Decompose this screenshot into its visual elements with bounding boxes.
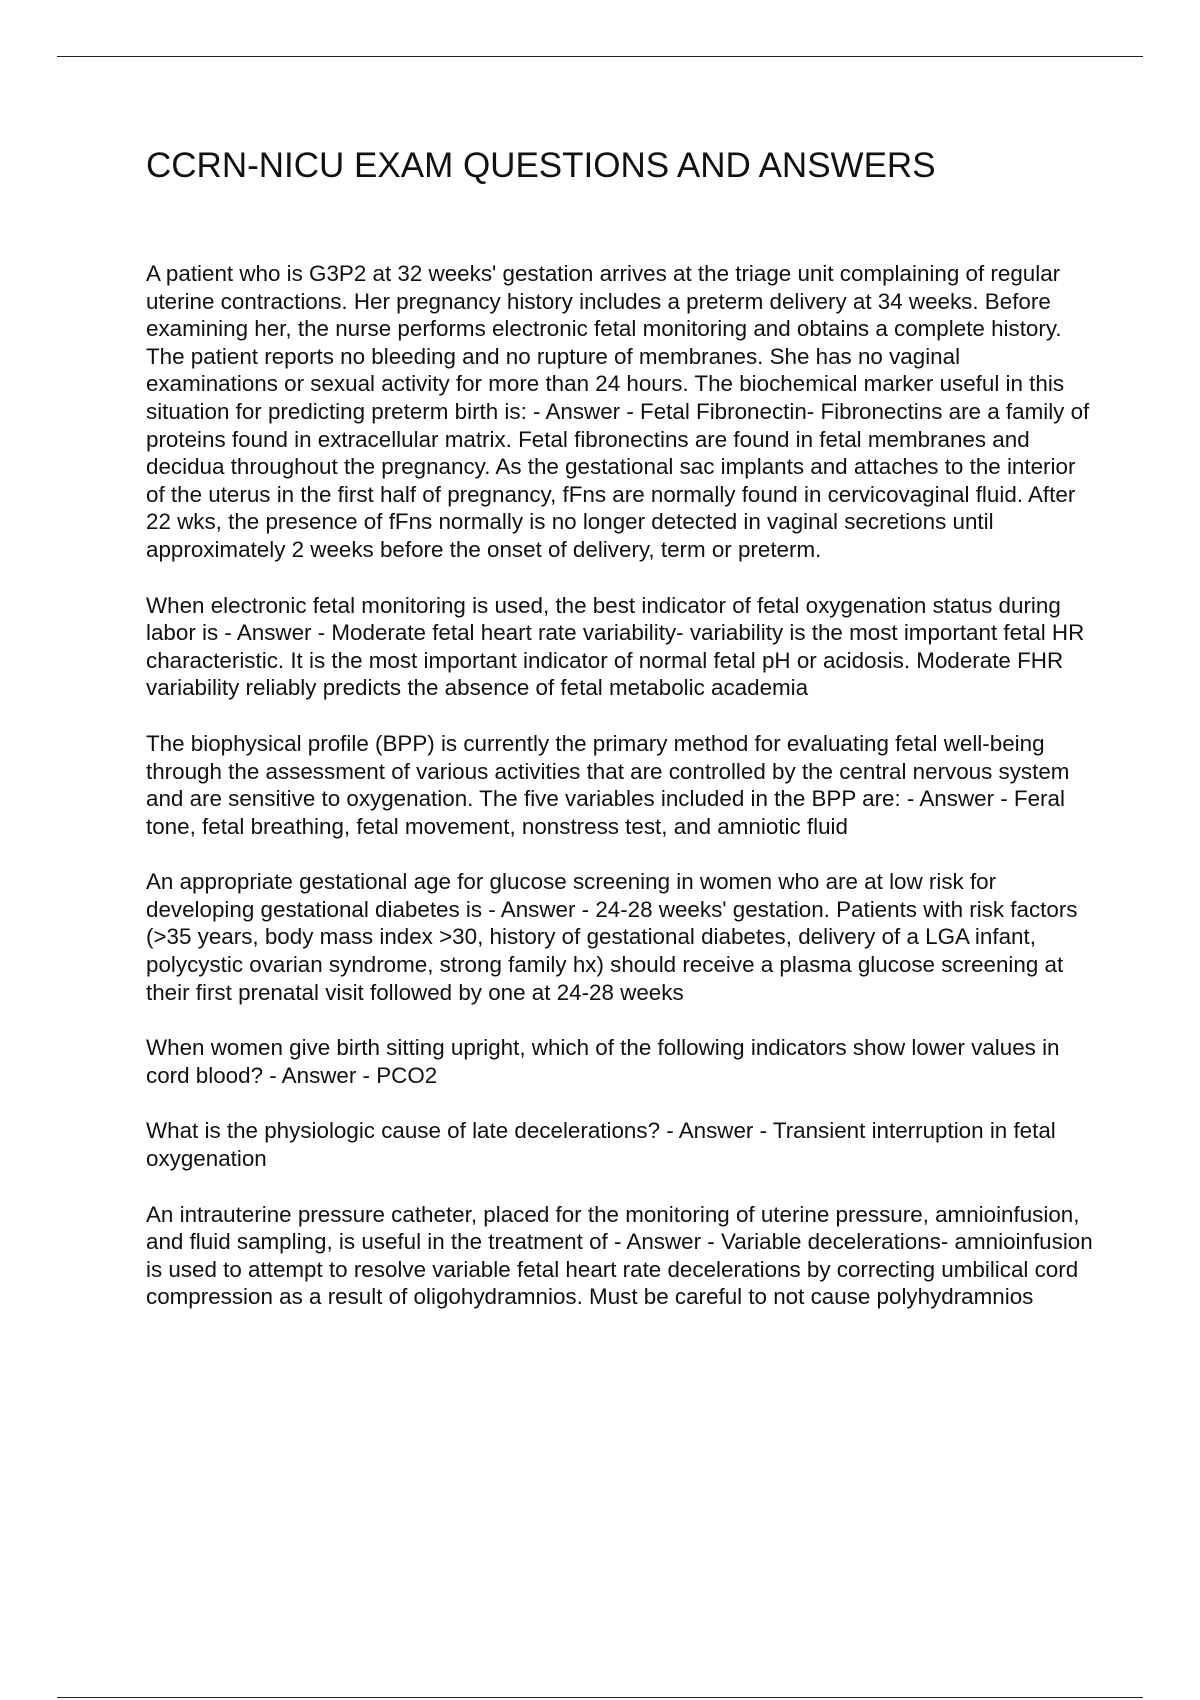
document-body <box>146 140 1096 1339</box>
qa-paragraph-4: An appropriate gestational age for glucose screening in women who are at low risk for developing gestational diabetes is - Answer - 24-28 weeks' gestation. Patients with risk factors (>35 years, body mass index >30, history of gestational diabetes, delivery of a LGA infant, polycystic ovarian syndrome, strong family hx) should receive a plasma glucose screening at their first prenatal visit followed by one at 24-28 weeks <box>146 869 1078 1005</box>
qa-paragraph-6: What is the physiologic cause of late decelerations? - Answer - Transient interruption in fetal oxygenation <box>146 1118 1056 1172</box>
bottom-divider <box>57 1697 1143 1698</box>
qa-paragraph-7: An intrauterine pressure catheter, placed for the monitoring of uterine pressure, amnioinfusion, and fluid sampling, is useful in the treatment of - Answer - Variable decelerations- amnioinfusion is used to attempt to resolve variable fetal heart rate decelerations by correcting umbilical cord compression as a result of oligohydramnios. Must be careful to not cause polyhydramnios <box>146 1201 1093 1310</box>
qa-paragraph-1: A patient who is G3P2 at 32 weeks' gestation arrives at the triage unit complaining of regular uterine contractions. Her pregnancy history includes a preterm delivery at 34 weeks. Before examining her, the nurse performs electronic fetal monitoring and obtains a complete history. The patient reports no bleeding and no rupture of membranes. She has no vaginal examinations or sexual activity for more than 24 hours. The biochemical marker useful in this situation for predicting preterm birth is: - Answer - Fetal Fibronectin- Fibronectins are a family of proteins found in extracellular matrix. Fetal fibronectins are found in fetal membranes and decidua throughout the pregnancy. As the gestational sac implants and attaches to the interior of the uterus in the first half of pregnancy, fFns are normally found in cervicovaginal fluid. After 22 wks, the presence of fFns normally is no longer detected in vaginal secretions until approximately 2 weeks before the onset of delivery, term or preterm. <box>146 261 1090 562</box>
top-divider <box>57 56 1143 57</box>
qa-paragraph-2: When electronic fetal monitoring is used, the best indicator of fetal oxygenation status during labor is - Answer - Moderate fetal heart rate variability- variability is the most important fetal HR characteristic. It is the most important indicator of normal fetal pH or acidosis. Moderate FHR variability reliably predicts the absence of fetal metabolic academia <box>146 592 1085 701</box>
qa-paragraph-3: The biophysical profile (BPP) is currently the primary method for evaluating fetal well-being through the assessment of various activities that are controlled by the central nervous system and are sensitive to oxygenation. The five variables included in the BPP are: - Answer - Feral tone, fetal breathing, fetal movement, nonstress test, and amniotic fluid <box>146 730 1070 839</box>
document-title: CCRN-NICU EXAM QUESTIONS AND ANSWERS <box>146 146 936 185</box>
qa-paragraph-5: When women give birth sitting upright, which of the following indicators show lower values in cord blood? - Answer - PCO2 <box>146 1035 1060 1088</box>
